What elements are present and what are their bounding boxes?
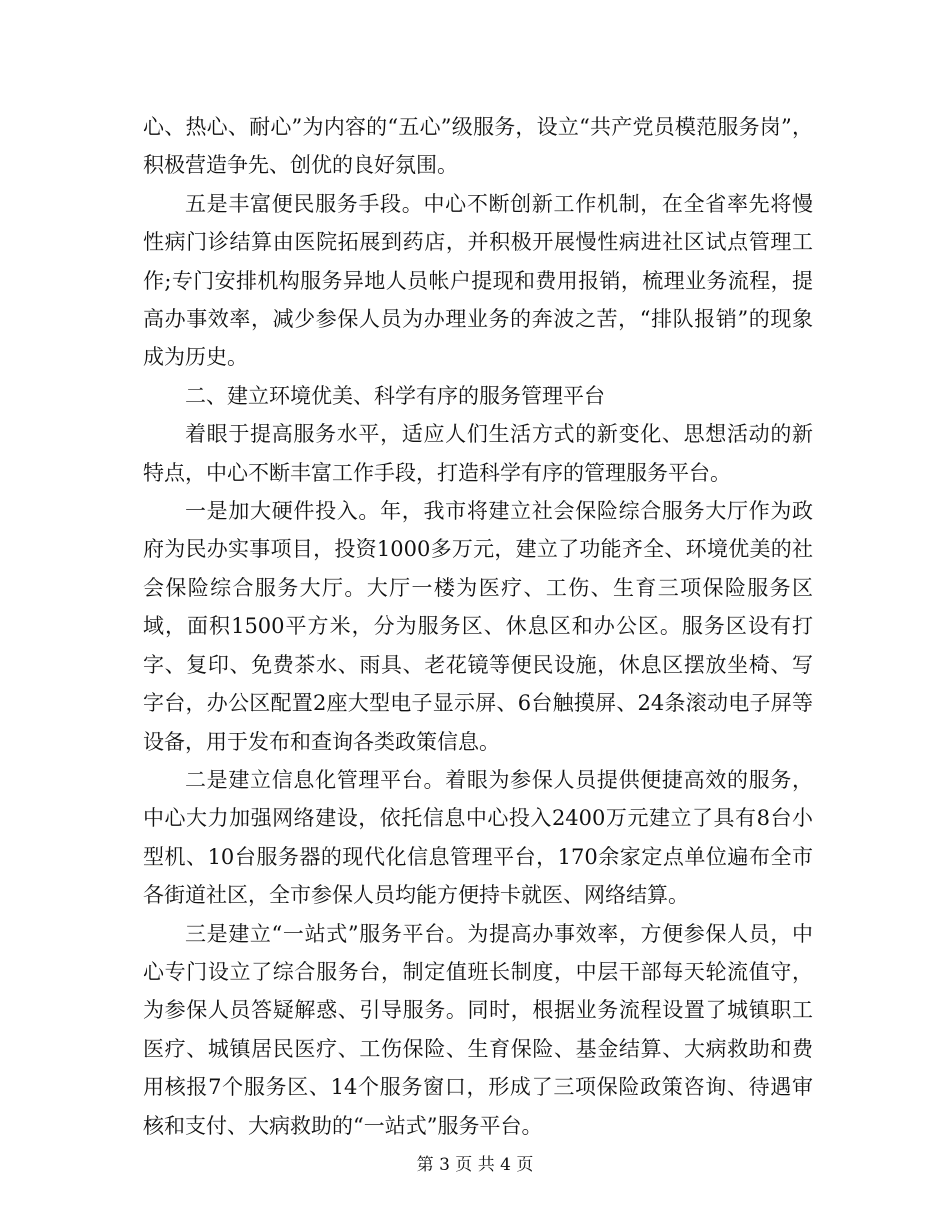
document-body (143, 108, 813, 1145)
section-heading: 二、建立环境优美、科学有序的服务管理平台 (185, 383, 605, 408)
paragraph: 五是丰富便民服务手段。中心不断创新工作机制，在全省率先将慢性病门诊结算由医院拓展到药店，并积极开展慢性病进社区试点管理工作;专门安排机构服务异地人员帐户提现和费用报销，梳理业务流程，提高办事效率，减少参保人员为办理业务的奔波之苦，“排队报销”的现象成为历史。 (143, 191, 813, 370)
page-number: 第 3 页 共 4 页 (416, 1155, 534, 1175)
paragraph-continued: 心、热心、耐心”为内容的“五心”级服务，设立“共产党员模范服务岗”，积极营造争先、创优的良好氛围。 (143, 115, 813, 178)
paragraph: 着眼于提高服务水平，适应人们生活方式的新变化、思想活动的新特点，中心不断丰富工作手段，打造科学有序的管理服务平台。 (143, 422, 813, 485)
paragraph: 一是加大硬件投入。年，我市将建立社会保险综合服务大厅作为政府为民办实事项目，投资1000多万元，建立了功能齐全、环境优美的社会保险综合服务大厅。大厅一楼为医疗、工伤、生育三项保险服务区域，面积1500平方米，分为服务区、休息区和办公区。服务区设有打字、复印、免费茶水、雨具、老花镜等便民设施，休息区摆放坐椅、写字台，办公区配置2座大型电子显示屏、6台触摸屏、24条滚动电子屏等设备，用于发布和查询各类政策信息。 (143, 499, 813, 754)
paragraph: 二是建立信息化管理平台。着眼为参保人员提供便捷高效的服务，中心大力加强网络建设，依托信息中心投入2400万元建立了具有8台小型机、10台服务器的现代化信息管理平台，170余家定点单位遍布全市各街道社区，全市参保人员均能方便持卡就医、网络结算。 (143, 767, 813, 908)
paragraph: 三是建立“一站式”服务平台。为提高办事效率，方便参保人员，中心专门设立了综合服务台，制定值班长制度，中层干部每天轮流值守，为参保人员答疑解惑、引导服务。同时，根据业务流程设置了城镇职工医疗、城镇居民医疗、工伤保险、生育保险、基金结算、大病救助和费用核报7个服务区、14个服务窗口，形成了三项保险政策咨询、待遇审核和支付、大病救助的“一站式”服务平台。 (143, 921, 813, 1138)
